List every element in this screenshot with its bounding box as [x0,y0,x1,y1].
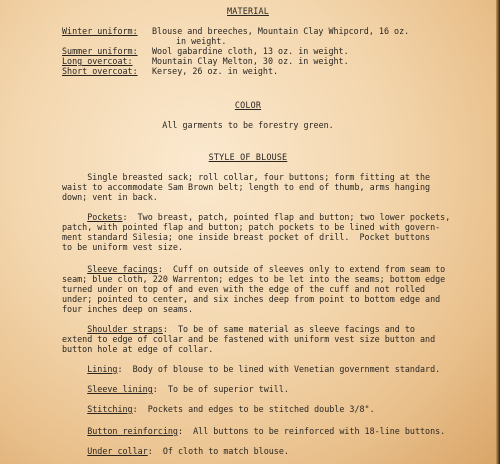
sleeve-facings-line-4: under; pointed to center, and six inches deep from point to bottom edge and [62,294,441,304]
lining-label: Lining [87,364,118,374]
shoulder-straps-label: Shoulder straps [87,324,163,334]
short-overcoat-label: Short overcoat: [62,66,138,76]
page-edge-shadow [496,0,500,464]
style-heading: STYLE OF BLOUSE [208,152,288,162]
material-heading: MATERIAL [227,6,269,16]
summer-uniform-label: Summer uniform: [62,46,138,56]
color-text: All garments to be forestry green. [162,120,334,130]
button-reinforcing-line [62,426,446,436]
short-overcoat-row [62,66,278,76]
pockets-line-2: patch, with pointed flap and button; patch pockets to be lined with govern- [62,222,441,232]
sleeve-facings-label: Sleeve facings [87,264,158,274]
sleeve-facings-line-3: turned under on top of and even with the edge of the cuff and not rolled [62,284,426,294]
lining-text: : Body of blouse to be lined with Venetian government standard. [117,364,441,374]
sleeve-lining-line [62,384,442,394]
winter-uniform-text: Blouse and breeches, Mountain Clay Whipcord, 16 oz. [152,26,410,36]
stitching-text: : Pockets and edges to be stitched double 3/8". [132,404,375,414]
shoulder-straps-line-2: extend to edge of collar and be fastened with uniform vest size button and [62,334,436,344]
sleeve-facings-line-2: seam; blue cloth, 220 Warrenton; edges to be let into the seams; bottom edge [62,274,446,284]
pockets-first-line [62,212,451,222]
style-intro-line-2: waist to accommodate Sam Brown belt; length to end of thumb, arms hanging [62,182,431,192]
summer-uniform-row [62,46,349,56]
winter-uniform-label: Winter uniform: [62,26,138,36]
under-collar-line [62,446,442,456]
style-intro-line-3: down; vent in back. [62,192,158,202]
sleeve-facings-first-line [62,264,446,274]
shoulder-straps-text: : To be of same material as sleeve facings and to [162,324,415,334]
sleeve-facings-line-5: four inches deep on seams. [62,304,194,314]
button-reinforcing-label: Button reinforcing [87,426,178,436]
shoulder-straps-first-line [62,324,442,334]
stitching-label: Stitching [87,404,133,414]
stitching-line [62,404,442,414]
winter-uniform-row [62,26,409,36]
long-overcoat-text: Mountain Clay Melton, 30 oz. in weight. [152,56,349,66]
under-collar-text: : Of cloth to match blouse. [147,446,289,456]
pockets-line-4: to be uniform vest size. [62,242,184,252]
long-overcoat-label: Long overcoat: [62,56,133,66]
sleeve-facings-text: : Cuff on outside of sleeves only to extend from seam to [157,264,446,274]
pockets-line-3: ment standard Silesia; one inside breast pocket of drill. Pocket buttons [62,232,431,242]
shoulder-straps-line-3: button hole at edge of collar. [62,344,214,354]
style-intro-line-1: Single breasted sack; roll collar, four buttons; form fitting at the [62,172,431,182]
under-collar-label: Under collar [87,446,148,456]
pockets-text: : Two breast, patch, pointed flap and button; two lower pockets, [122,212,451,222]
pockets-label: Pockets [87,212,123,222]
winter-uniform-text-cont: in weight. [176,36,227,46]
summer-uniform-text: Wool gabardine cloth, 13 oz. in weight. [152,46,349,56]
long-overcoat-row [62,56,349,66]
lining-line [62,364,442,374]
sleeve-lining-label: Sleeve lining [87,384,153,394]
button-reinforcing-text: : All buttons to be reinforced with 18-line buttons. [177,426,446,436]
sleeve-lining-text: : To be of superior twill. [152,384,289,394]
color-heading: COLOR [234,100,262,110]
short-overcoat-text: Kersey, 26 oz. in weight. [152,66,279,76]
